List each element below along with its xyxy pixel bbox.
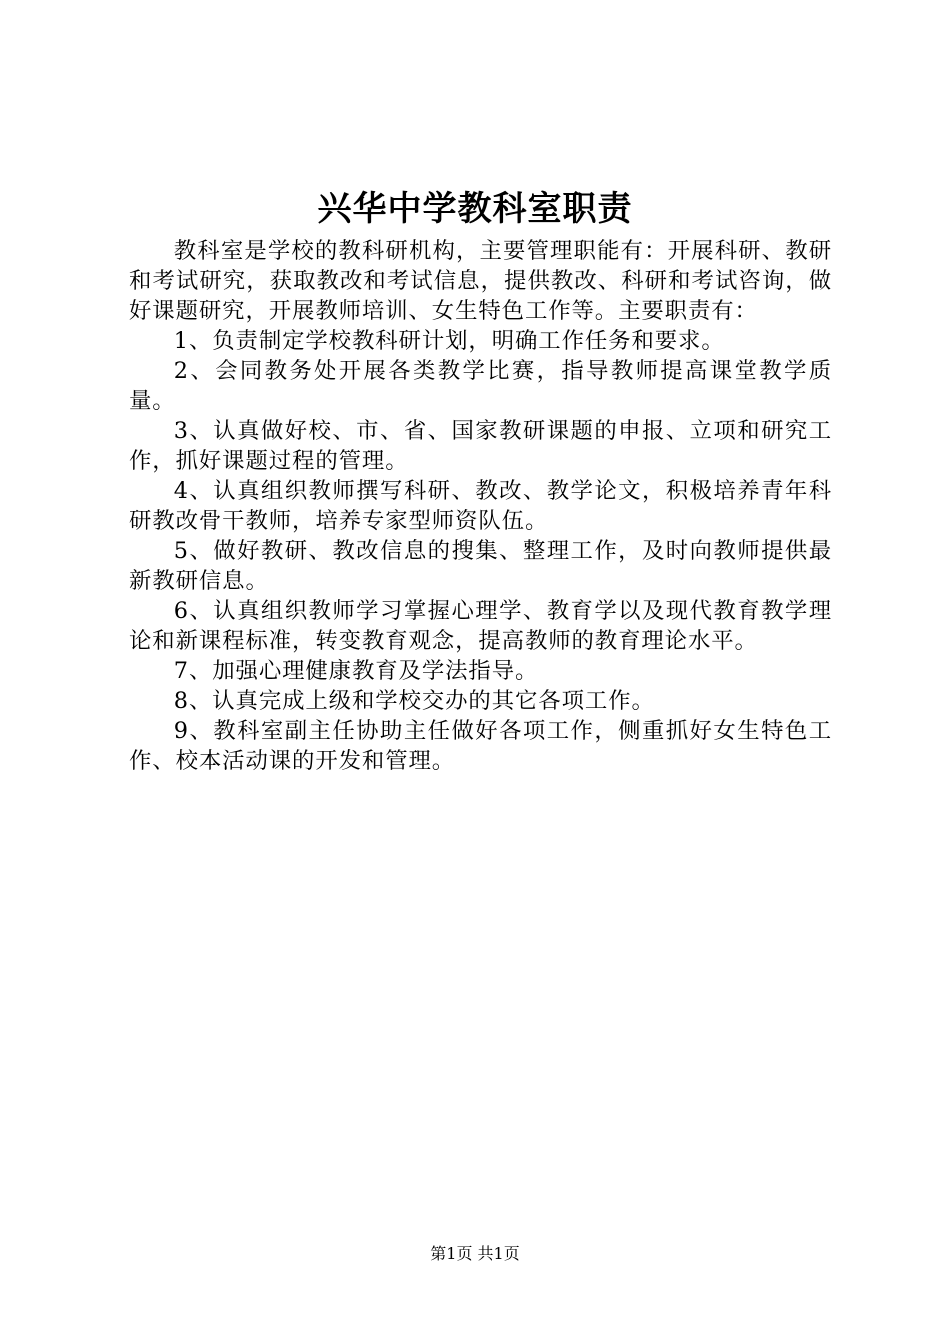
- duty-item-1: 1、负责制定学校教科研计划，明确工作任务和要求。: [173, 328, 725, 354]
- duty-item-8: 8、认真完成上级和学校交办的其它各项工作。: [173, 688, 655, 714]
- intro-paragraph: 教科室是学校的教科研机构，主要管理职能有：开展科研、教研和考试研究，获取教改和考试信息，提供教改、科研和考试咨询，做好课题研究，开展教师培训、女生特色工作等。主要职责有：: [129, 238, 832, 324]
- page-number-footer: 第1页 共1页: [430, 1244, 520, 1263]
- duty-item-4: 4、认真组织教师撰写科研、教改、教学论文，积极培养青年科研教改骨干教师，培养专家型师资队伍。: [129, 478, 832, 534]
- duty-item-3: 3、认真做好校、市、省、国家教研课题的申报、立项和研究工作，抓好课题过程的管理。: [129, 418, 832, 474]
- duty-item-6: 6、认真组织教师学习掌握心理学、教育学以及现代教育教学理论和新课程标准，转变教育观念，提高教师的教育理论水平。: [129, 598, 832, 654]
- duty-item-7: 7、加强心理健康教育及学法指导。: [173, 658, 539, 684]
- duty-item-5: 5、做好教研、教改信息的搜集、整理工作，及时向教师提供最新教研信息。: [129, 538, 832, 594]
- duty-item-9: 9、教科室副主任协助主任做好各项工作，侧重抓好女生特色工作、校本活动课的开发和管理。: [129, 718, 832, 774]
- document-title: 兴华中学教科室职责: [317, 189, 633, 229]
- duty-item-2: 2、会同教务处开展各类教学比赛，指导教师提高课堂教学质量。: [129, 358, 832, 414]
- document-body: [129, 236, 832, 776]
